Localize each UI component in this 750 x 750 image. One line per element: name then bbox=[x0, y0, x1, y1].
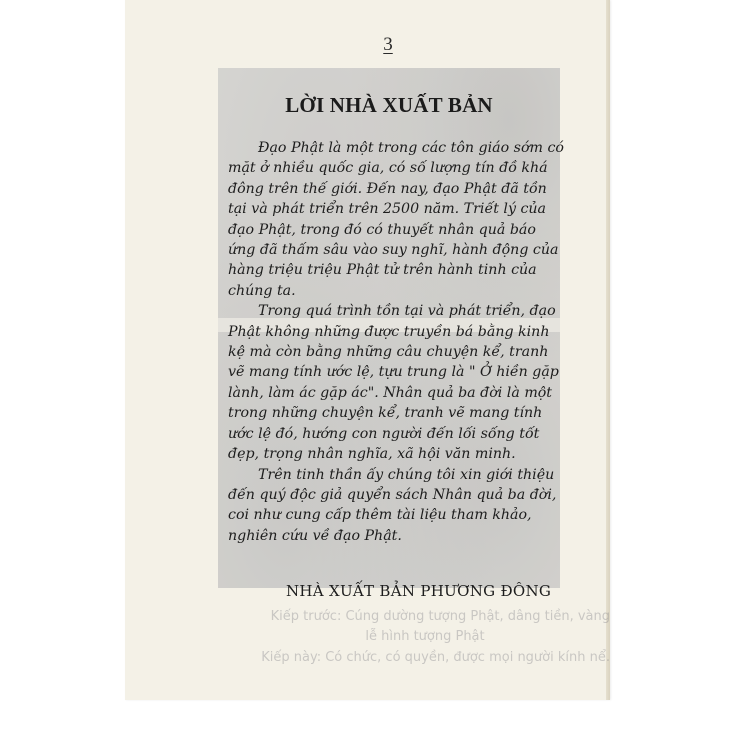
text-line: vẽ mang tính ước lệ, tựu trung là " Ở hiền gặp bbox=[228, 364, 559, 381]
text-line: lành, làm ác gặp ác". Nhân quả ba đời là một bbox=[228, 384, 553, 401]
show-through-text: lễ hình tượng Phật bbox=[365, 629, 485, 644]
page-edge bbox=[606, 0, 610, 700]
text-line: ước lệ đó, hướng con người đến lối sống tốt bbox=[228, 425, 540, 442]
text-line: Trên tinh thần ấy chúng tôi xin giới thiệu bbox=[258, 466, 555, 483]
text-line: trong những chuyện kể, tranh vẽ mang tính bbox=[228, 405, 543, 422]
text-line: chúng ta. bbox=[228, 282, 296, 299]
text-line: đông trên thế giới. Đến nay, đạo Phật đã tồn bbox=[228, 180, 547, 197]
text-line: nghiên cứu về đạo Phật. bbox=[228, 527, 402, 544]
text-line: coi như cung cấp thêm tài liệu tham khảo, bbox=[228, 507, 532, 524]
page-heading: LỜI NHÀ XUẤT BẢN bbox=[285, 93, 493, 117]
show-through-text: Kiếp trước: Cúng dường tượng Phật, dâng tiền, vàng bbox=[270, 609, 610, 624]
text-line: mặt ở nhiều quốc gia, có số lượng tín đồ khá bbox=[228, 160, 548, 177]
page-number: 3 bbox=[383, 34, 393, 55]
body-text bbox=[228, 138, 564, 546]
publisher-signature: NHÀ XUẤT BẢN PHƯƠNG ĐÔNG bbox=[286, 582, 552, 600]
text-line: tại và phát triển trên 2500 năm. Triết lý của bbox=[228, 201, 547, 218]
text-line: Phật không những được truyền bá bằng kinh bbox=[228, 323, 550, 340]
paragraph-2 bbox=[228, 301, 564, 464]
text-line: đạo Phật, trong đó có thuyết nhân quả báo bbox=[228, 221, 536, 238]
text-line: đẹp, trọng nhân nghĩa, xã hội văn minh. bbox=[228, 446, 516, 463]
paragraph-1 bbox=[228, 138, 564, 301]
text-line: Đạo Phật là một trong các tôn giáo sớm có bbox=[258, 140, 564, 156]
text-line: kệ mà còn bằng những câu chuyện kể, tranh bbox=[228, 344, 549, 361]
text-line: Trong quá trình tồn tại và phát triển, đạo bbox=[258, 303, 556, 320]
paragraph-3 bbox=[228, 465, 564, 547]
text-line: hàng triệu triệu Phật tử trên hành tinh của bbox=[228, 262, 537, 279]
text-line: đến quý độc giả quyển sách Nhân quả ba đời, bbox=[228, 486, 557, 503]
text-line: ứng đã thấm sâu vào suy nghĩ, hành động của bbox=[228, 242, 559, 259]
show-through-text: Kiếp này: Có chức, có quyền, được mọi người kính nể. bbox=[261, 650, 610, 665]
